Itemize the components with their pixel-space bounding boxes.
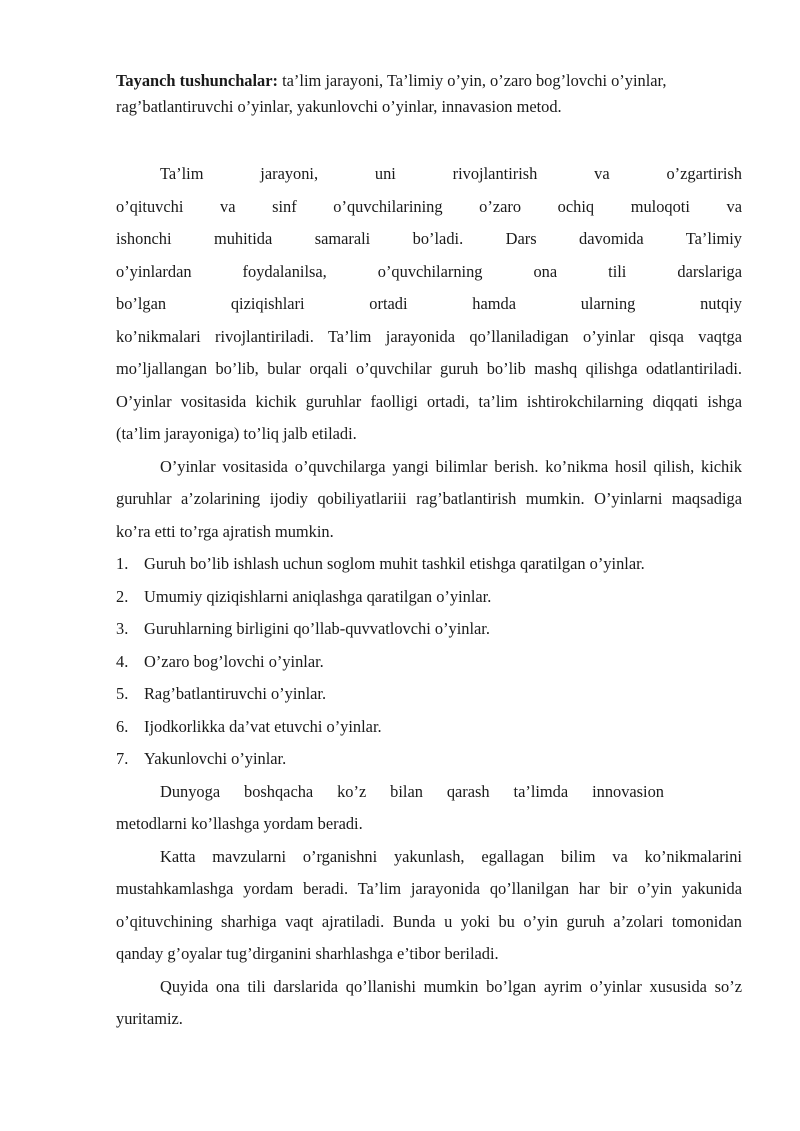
list-item-number: 1. [116, 554, 129, 573]
paragraph-3 [116, 776, 742, 841]
list-item [116, 711, 742, 744]
keywords-paragraph [116, 68, 742, 120]
paragraph-1 [116, 158, 742, 451]
game-types-list [116, 548, 742, 776]
list-item [116, 548, 742, 581]
paragraph-1-line: Ta’lim jarayoni, uni rivojlantirish va o’zgartirish [160, 164, 742, 183]
paragraph-2: O’yinlar vositasida o’quvchilarga yangi bilimlar berish. ko’nikma hosil qilish, kichik guruhlar a’zolarining ijodiy qobiliyatlariii rag’batlantirish mumkin. O’yinlarni maqsadiga ko’ra etti to’rga ajratish mumkin. [116, 456, 742, 541]
keywords-text: ta’lim jarayoni, Ta’limiy o’yin, o’zaro bog’lovchi o’yinlar, rag’batlantiruvchi o’yinlar, yakunlovchi o’yinlar, innavasion metod. [116, 71, 667, 116]
paragraph-1-line: bo’lgan qiziqishlari ortadi hamda ularning nutqiy [116, 294, 742, 313]
list-item [116, 613, 742, 646]
list-item [116, 581, 742, 614]
list-item-text: Umumiy qiziqishlarni aniqlashga qaratilgan o’yinlar. [144, 586, 492, 606]
document-page [116, 68, 742, 1036]
list-item-number: 7. [116, 749, 129, 768]
list-item-text: Guruhlarning birligini qo’llab-quvvatlovchi o’yinlar. [144, 619, 490, 638]
list-item-text: O’zaro bog’lovchi o’yinlar. [144, 651, 324, 671]
keywords-label: Tayanch tushunchalar: [116, 71, 278, 90]
list-item-text: Rag’batlantiruvchi o’yinlar. [144, 684, 327, 703]
list-item-text: Ijodkorlikka da’vat etuvchi o’yinlar. [144, 716, 382, 736]
paragraph-1-line: o’qituvchi va sinf o’quvchilarining o’zaro ochiq muloqoti va [116, 196, 742, 216]
paragraph-3-line: metodlarni ko’llashga yordam beradi. [116, 814, 363, 833]
list-item-number: 2. [116, 586, 129, 606]
paragraph-1-line: ishonchi muhitida samarali bo’ladi. Dars davomida Ta’limiy [116, 229, 742, 248]
paragraph-5: Quyida ona tili darslarida qo’llanishi mumkin bo’lgan ayrim o’yinlar xususida so’z yuritamiz. [116, 976, 742, 1028]
list-item [116, 743, 742, 776]
list-item [116, 646, 742, 679]
list-item-number: 4. [116, 651, 129, 671]
list-item [116, 678, 742, 711]
list-item-number: 3. [116, 619, 129, 638]
paragraph-1-rest: ko’nikmalari rivojlantiriladi. Ta’lim jarayonida qo’llaniladigan o’yinlar qisqa vaqtga mo’ljallangan bo’lib, bular orqali o’quvchilar guruh bo’lib mashq qilishga odatlantiriladi. O’yinlar vositasida kichik guruhlar faolligi ortadi, ta’lim ishtirokchilarning diqqati ishga (ta’lim jarayoniga) to’liq jalb etiladi. [116, 326, 742, 443]
paragraph-1-line: o’yinlardan foydalanilsa, o’quvchilarning ona tili darslariga [116, 261, 742, 281]
list-item-number: 5. [116, 684, 129, 703]
list-item-text: Yakunlovchi o’yinlar. [144, 749, 287, 768]
list-item-number: 6. [116, 716, 129, 736]
paragraph-4: Katta mavzularni o’rganishni yakunlash, egallagan bilim va ko’nikmalarini mustahkamlashga yordam beradi. Ta’lim jarayonida qo’llanilgan har bir o’yin yakunida o’qituvchining sharhiga vaqt ajratiladi. Bunda u yoki bu o’yin guruh a’zolari tomonidan qanday g’oyalar tug’dirganini sharhlashga e’tibor beriladi. [116, 846, 742, 963]
list-item-text: Guruh bo’lib ishlash uchun soglom muhit tashkil etishga qaratilgan o’yinlar. [144, 554, 645, 573]
paragraph-3-line: Dunyoga boshqacha ko’z bilan qarash ta’limda innovasion [160, 781, 664, 801]
